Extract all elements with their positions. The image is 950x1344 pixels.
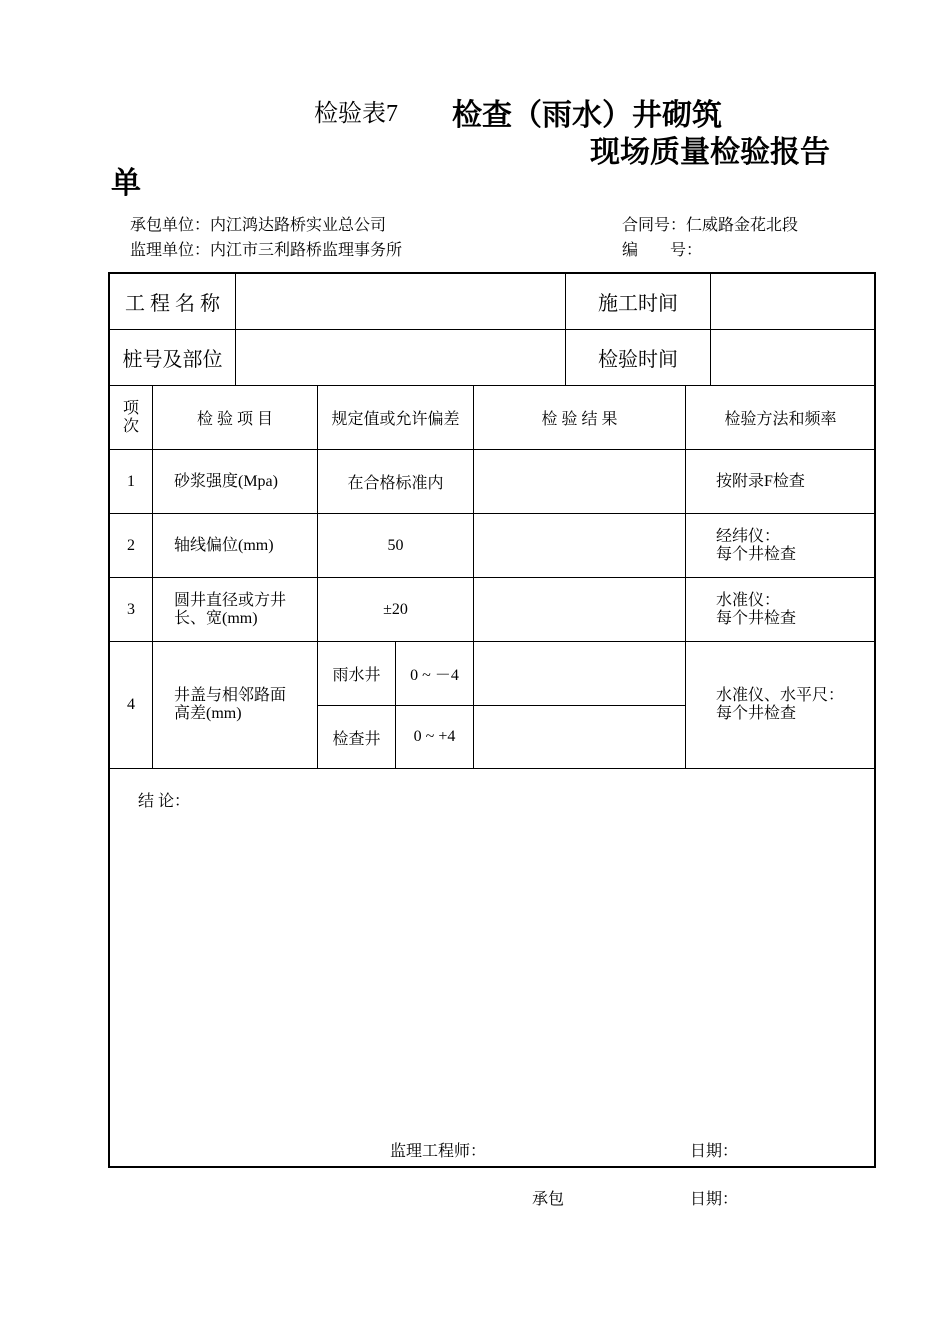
row-4b-result[interactable] bbox=[474, 706, 685, 768]
row-1-result[interactable] bbox=[474, 450, 685, 513]
row-4-no: 4 bbox=[127, 696, 135, 713]
row-3-no: 3 bbox=[127, 600, 135, 618]
page-title: 检查（雨水）井砌筑 bbox=[452, 98, 722, 133]
row-4a-spec: 0 ~ －4 bbox=[410, 667, 459, 684]
contract-number: 合同号：仁威路金花北段 bbox=[622, 217, 799, 234]
station-label: 桩号及部位 bbox=[122, 349, 223, 371]
contractor-date-label: 日期： bbox=[690, 1191, 739, 1208]
supervisor-unit: 监理单位：内江市三利路桥监理事务所 bbox=[130, 242, 403, 259]
col-header-item: 检 验 项 目 bbox=[196, 411, 273, 428]
row-1-method: 按附录F检查 bbox=[716, 472, 805, 490]
col-header-spec: 规定值或允许偏差 bbox=[331, 411, 460, 428]
row-4b-type: 检查井 bbox=[332, 730, 381, 748]
engineer-date-label: 日期： bbox=[690, 1143, 739, 1160]
inspection-time-value[interactable] bbox=[711, 330, 875, 385]
inspection-time-label: 检验时间 bbox=[598, 349, 678, 371]
row-2-method: 经纬仪： 每个井检查 bbox=[716, 527, 797, 563]
row-2-no: 2 bbox=[127, 536, 135, 554]
col-header-result: 检 验 结 果 bbox=[541, 411, 618, 428]
form-number: 检验表7 bbox=[314, 101, 398, 127]
page-title-line3: 单 bbox=[111, 166, 141, 201]
row-3-item: 圆井直径或方井 长、宽(mm) bbox=[174, 591, 287, 627]
page-title-line2: 现场质量检验报告 bbox=[590, 135, 830, 170]
col-header-method: 检验方法和频率 bbox=[724, 411, 837, 428]
project-name-value[interactable] bbox=[236, 274, 565, 329]
row-1-item: 砂浆强度(Mpa) bbox=[174, 472, 278, 490]
row-4-method: 水准仪、水平尺： 每个井检查 bbox=[716, 687, 845, 722]
row-3-result[interactable] bbox=[474, 578, 685, 641]
row-4-item: 井盖与相邻路面 高差(mm) bbox=[174, 687, 287, 722]
contractor-signature-label: 承包 bbox=[532, 1191, 565, 1208]
conclusion-label: 结 论： bbox=[138, 793, 191, 810]
row-1-spec: 在合格标准内 bbox=[347, 475, 444, 492]
row-2-spec: 50 bbox=[387, 536, 404, 554]
construction-time-value[interactable] bbox=[711, 274, 875, 329]
row-4a-type: 雨水井 bbox=[332, 667, 381, 684]
row-divider bbox=[109, 768, 875, 769]
row-2-result[interactable] bbox=[474, 514, 685, 577]
engineer-signature-label: 监理工程师： bbox=[390, 1143, 487, 1160]
construction-time-label: 施工时间 bbox=[598, 293, 678, 315]
row-3-method: 水准仪： 每个井检查 bbox=[716, 591, 797, 627]
row-1-no: 1 bbox=[127, 472, 135, 490]
row-4b-spec: 0 ~ +4 bbox=[413, 728, 456, 745]
row-4a-result[interactable] bbox=[474, 642, 685, 705]
row-3-spec: ±20 bbox=[383, 600, 408, 618]
col-header-item-no: 项次 bbox=[122, 399, 139, 435]
row-2-item: 轴线偏位(mm) bbox=[174, 536, 274, 554]
serial-number: 编 号： bbox=[622, 242, 703, 259]
station-value[interactable] bbox=[236, 330, 565, 385]
project-name-label: 工 程 名 称 bbox=[125, 293, 220, 315]
contractor-unit: 承包单位：内江鸿达路桥实业总公司 bbox=[130, 217, 387, 234]
